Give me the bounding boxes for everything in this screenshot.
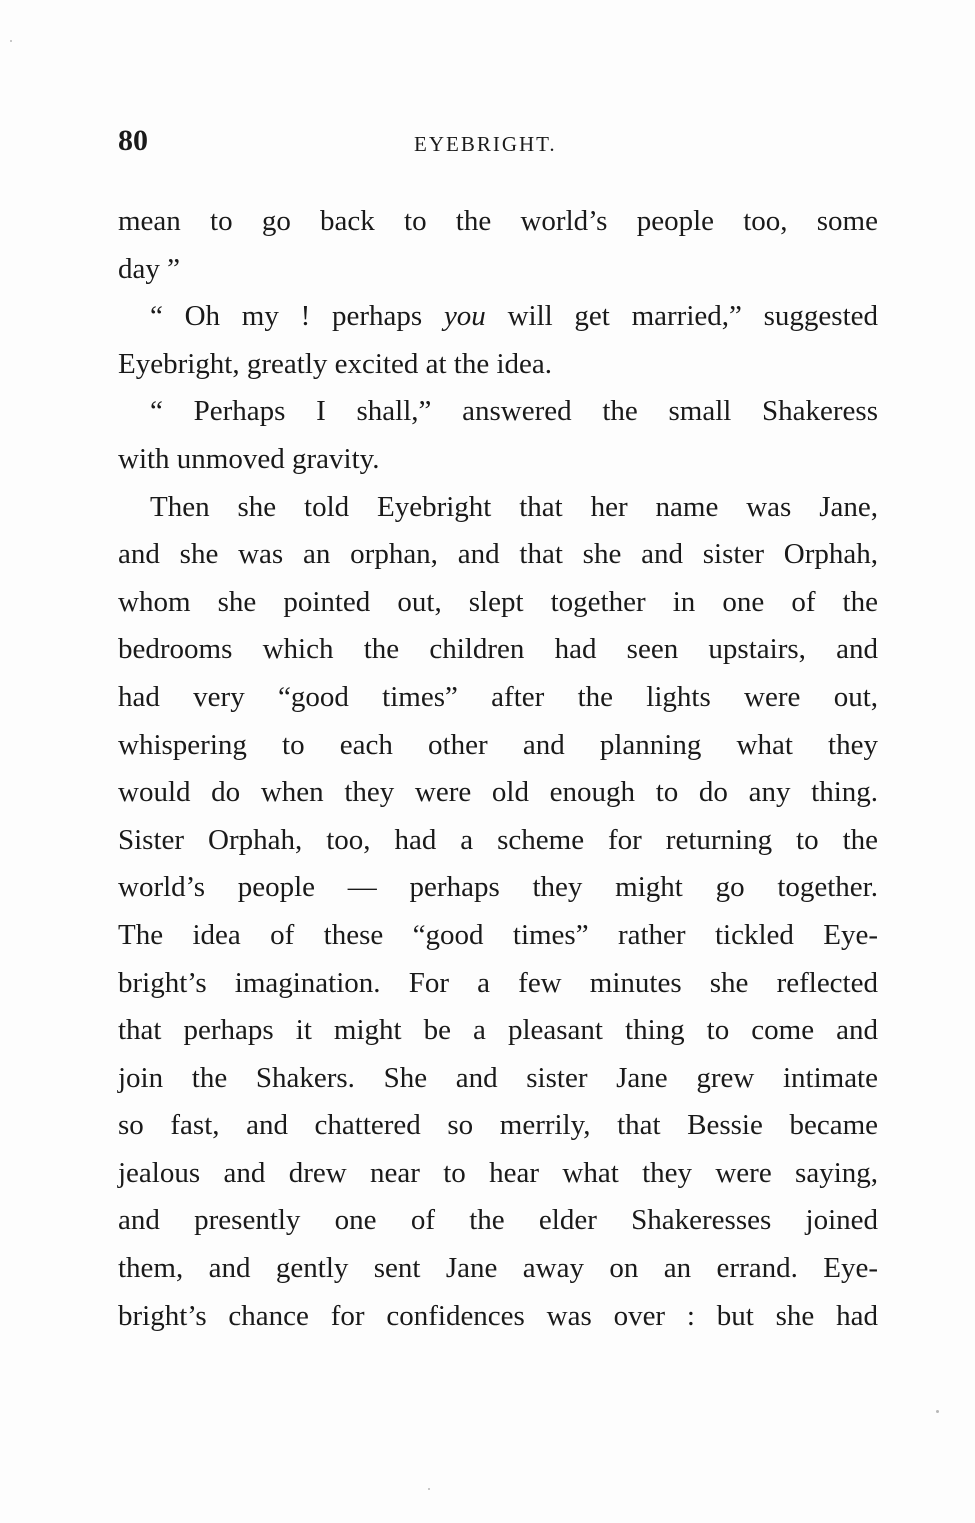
scan-speck [428, 1488, 430, 1490]
text-line: join the Shakers. She and sister Jane grew intimate [118, 1061, 878, 1094]
text-line: whispering to each other and planning what they [118, 728, 878, 761]
text-line: Eyebright, greatly excited at the idea. [118, 347, 553, 380]
scan-speck [936, 1410, 939, 1413]
text-line: whom she pointed out, slept together in one of the [118, 585, 878, 618]
text-line: Sister Orphah, too, had a scheme for returning to the [118, 823, 878, 856]
text-line: day ” [118, 252, 180, 285]
text-line: had very “good times” after the lights were out, [118, 680, 878, 713]
text-line: that perhaps it might be a pleasant thing to come and [118, 1014, 878, 1047]
text-line: with unmoved gravity. [118, 442, 380, 475]
page-number: 80 [118, 124, 148, 157]
text-line: and presently one of the elder Shakeresses joined [118, 1204, 878, 1237]
text-line: “ Perhaps I shall,” answered the small Shakeress [150, 395, 878, 428]
text-line: The idea of these “good times” rather tickled Eye- [118, 918, 878, 951]
body-text [118, 198, 878, 1340]
text-line: Then she told Eyebright that her name was Jane, [150, 490, 878, 523]
text-segment: “ Oh my ! perhaps [150, 300, 423, 333]
text-line: and she was an orphan, and that she and sister Orphah, [118, 538, 878, 571]
page-header [118, 124, 878, 164]
text-line: world’s people — perhaps they might go together. [118, 871, 878, 904]
running-title: EYEBRIGHT. [414, 132, 557, 156]
scan-speck [10, 40, 12, 42]
text-segment: will get married,” suggested [507, 300, 878, 333]
text-line: bright’s chance for confidences was over : but she had [118, 1299, 878, 1332]
text-line: jealous and drew near to hear what they were saying, [118, 1156, 878, 1189]
italic-word: you [443, 300, 486, 333]
text-line: them, and gently sent Jane away on an errand. Eye- [118, 1252, 878, 1285]
text-line: so fast, and chattered so merrily, that Bessie became [118, 1109, 878, 1142]
text-line: mean to go back to the world’s people too, some [118, 205, 878, 237]
text-line: would do when they were old enough to do any thing. [118, 776, 878, 809]
text-line: bright’s imagination. For a few minutes she reflected [118, 966, 878, 999]
text-line [118, 293, 878, 341]
text-line: bedrooms which the children had seen upstairs, and [118, 633, 878, 666]
